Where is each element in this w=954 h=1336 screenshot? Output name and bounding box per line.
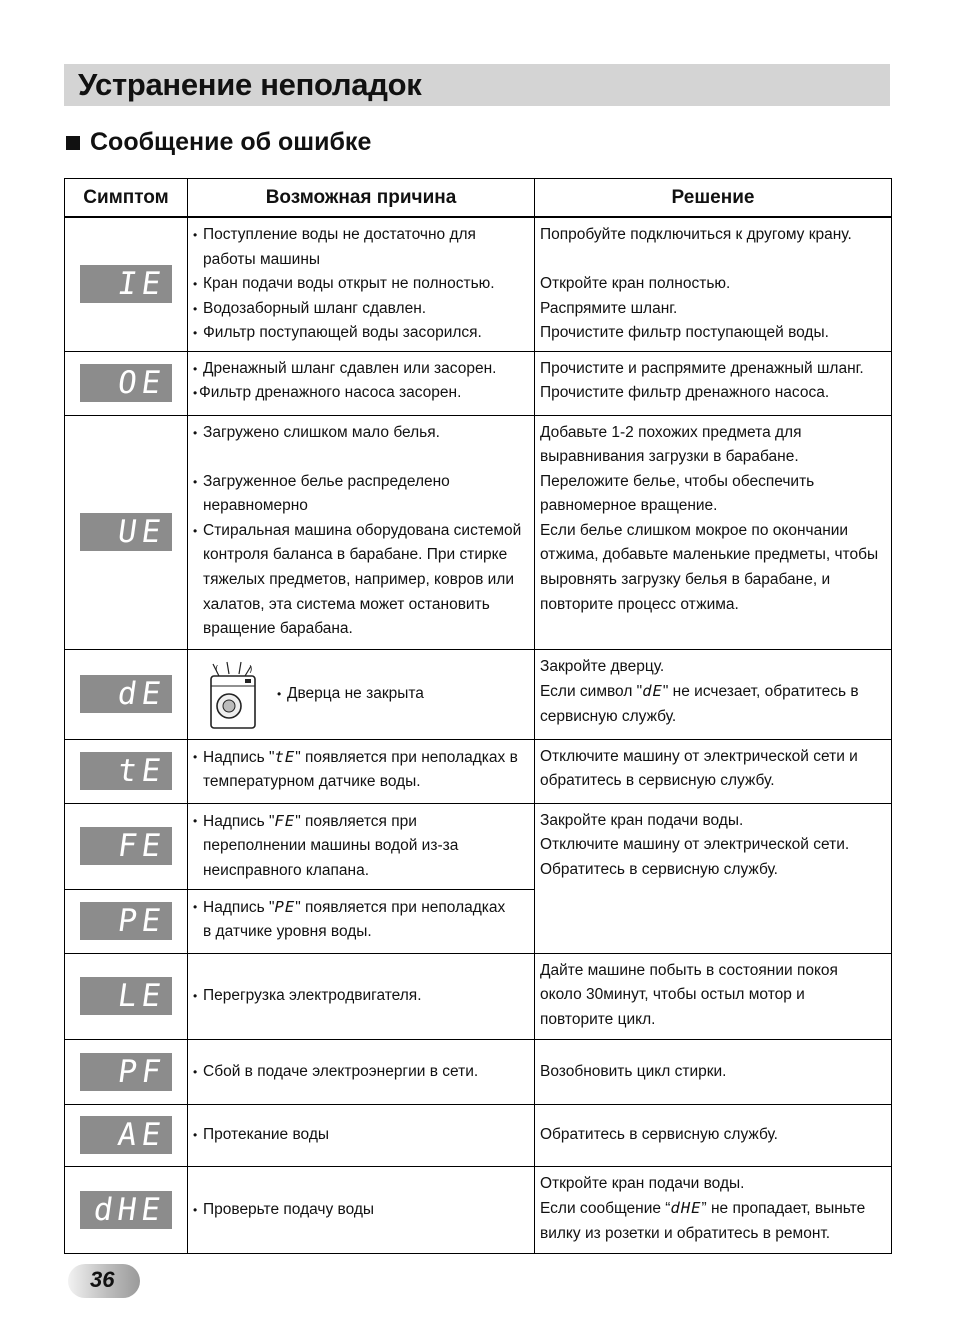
inline-error-code: dHE bbox=[670, 1199, 702, 1218]
cause-cell bbox=[188, 953, 535, 1039]
solution-cell bbox=[535, 803, 892, 953]
bullet-icon: • bbox=[193, 899, 198, 914]
cause-text: " появляется при неполадках в bbox=[295, 748, 518, 766]
cause-text: Стиральная машина оборудована системой bbox=[203, 521, 522, 539]
symptom-cell bbox=[65, 415, 188, 649]
cause-text: Проверьте подачу воды bbox=[203, 1200, 375, 1218]
lcd-display bbox=[80, 1191, 172, 1229]
cause-text: Загруженное белье распределено bbox=[203, 472, 450, 490]
solution-text: Если белье слишком мокрое по окончании bbox=[540, 521, 849, 539]
cause-cell bbox=[188, 1166, 535, 1253]
error-code: LE bbox=[115, 978, 168, 1014]
solution-text: сервисную службу. bbox=[540, 707, 677, 725]
list-item bbox=[193, 1123, 529, 1148]
error-code: dE bbox=[115, 676, 168, 712]
table-row bbox=[65, 953, 892, 1039]
solution-cell bbox=[535, 415, 892, 649]
symptom-cell bbox=[65, 889, 188, 953]
solution-text: Если сообщение “dHE” не пропадает, выньте bbox=[540, 1199, 866, 1218]
solution-text: Обратитесь в сервисную службу. bbox=[540, 860, 778, 878]
cause-text: Фильтр поступающей воды засорился. bbox=[203, 324, 482, 342]
list-item bbox=[193, 519, 529, 642]
list-item bbox=[193, 809, 529, 884]
solution-text: равномерное вращение. bbox=[540, 497, 718, 515]
list-item bbox=[193, 272, 529, 297]
cause-text: Фильтр дренажного насоса засорен. bbox=[199, 384, 462, 402]
bullet-icon: • bbox=[193, 989, 198, 1004]
cause-text: переполнении машины водой из-за bbox=[203, 837, 459, 855]
symptom-cell bbox=[65, 1166, 188, 1253]
solution-text: отжима, добавьте маленькие предметы, чтобы bbox=[540, 546, 879, 564]
cause-cell bbox=[188, 889, 535, 953]
bullet-icon: • bbox=[193, 749, 198, 764]
inline-error-code: FE bbox=[274, 811, 296, 830]
solution-cell bbox=[535, 1104, 892, 1166]
cause-text: Надпись " bbox=[203, 898, 275, 916]
cause-cell bbox=[188, 803, 535, 889]
solution-text: выровнять загрузку белья в барабане, и bbox=[540, 571, 831, 589]
list-item bbox=[193, 223, 529, 272]
table-row bbox=[65, 1039, 892, 1104]
cause-cell bbox=[188, 217, 535, 351]
cause-cell bbox=[188, 649, 535, 739]
table-row bbox=[65, 739, 892, 803]
error-code: FE bbox=[115, 828, 168, 864]
lcd-display bbox=[80, 977, 172, 1015]
title-bar bbox=[64, 64, 890, 106]
bullet-icon: • bbox=[193, 523, 198, 538]
solution-text: Обратитесь в сервисную службу. bbox=[540, 1126, 778, 1144]
solution-cell bbox=[535, 351, 892, 415]
solution-cell bbox=[535, 739, 892, 803]
list-item bbox=[193, 984, 529, 1009]
cause-text: Сбой в подаче электроэнергии в сети. bbox=[203, 1062, 479, 1080]
lcd-display bbox=[80, 1053, 172, 1091]
bullet-icon: • bbox=[193, 326, 198, 341]
table-row bbox=[65, 217, 892, 351]
inline-error-code: PE bbox=[274, 897, 296, 916]
error-code: OE bbox=[115, 365, 168, 401]
table-row bbox=[65, 415, 892, 649]
column-header-cause: Возможная причина bbox=[188, 179, 535, 218]
cause-text: Надпись " bbox=[203, 748, 275, 766]
list-item bbox=[193, 357, 529, 382]
bullet-icon: • bbox=[193, 386, 198, 401]
column-header-symptom: Симптом bbox=[65, 179, 188, 218]
cause-cell bbox=[188, 415, 535, 649]
page-number-badge bbox=[68, 1264, 140, 1298]
symptom-cell bbox=[65, 217, 188, 351]
bullet-icon: • bbox=[193, 1064, 198, 1079]
bullet-icon: • bbox=[193, 1202, 198, 1217]
solution-cell bbox=[535, 649, 892, 739]
list-item bbox=[193, 1198, 529, 1223]
symptom-cell bbox=[65, 739, 188, 803]
solution-cell bbox=[535, 1166, 892, 1253]
list-item bbox=[193, 381, 529, 406]
cause-text: неисправного клапана. bbox=[203, 861, 369, 879]
solution-text: Закройте дверцу. bbox=[540, 657, 665, 675]
lcd-display bbox=[80, 513, 172, 551]
error-code: AE bbox=[115, 1117, 168, 1153]
lcd-display bbox=[80, 265, 172, 303]
solution-text: Прочистите и распрямите дренажный шланг. bbox=[540, 359, 864, 377]
column-header-solution: Решение bbox=[535, 179, 892, 218]
cause-text: работы машины bbox=[203, 250, 321, 268]
cause-text: Кран подачи воды открыт не полностью. bbox=[203, 275, 495, 293]
cause-cell bbox=[188, 1039, 535, 1104]
symptom-cell bbox=[65, 351, 188, 415]
bullet-icon: • bbox=[193, 277, 198, 292]
bullet-icon: • bbox=[193, 301, 198, 316]
cause-text: Протекание воды bbox=[203, 1126, 329, 1144]
solution-text: Закройте кран подачи воды. bbox=[540, 811, 744, 829]
cause-text: Дверца не закрыта bbox=[287, 685, 424, 703]
bullet-icon: • bbox=[277, 687, 282, 702]
error-table bbox=[64, 178, 892, 1254]
solution-text: Дайте машине побыть в состоянии покоя bbox=[540, 961, 838, 979]
solution-text: повторите цикл. bbox=[540, 1010, 656, 1028]
solution-text: повторите процесс отжима. bbox=[540, 595, 739, 613]
table-row bbox=[65, 649, 892, 739]
table-row bbox=[65, 803, 892, 889]
list-item bbox=[193, 470, 529, 519]
symptom-cell bbox=[65, 953, 188, 1039]
solution-text: Если символ "dE" не исчезает, обратитесь в bbox=[540, 682, 859, 701]
solution-text: Прочистите фильтр поступающей воды. bbox=[540, 324, 829, 342]
page-title: Устранение неполадок bbox=[78, 67, 422, 102]
symptom-cell bbox=[65, 649, 188, 739]
section-title: Сообщение об ошибке bbox=[90, 128, 372, 156]
cause-text: неравномерно bbox=[203, 497, 308, 515]
error-code: PF bbox=[115, 1053, 168, 1090]
solution-cell bbox=[535, 217, 892, 351]
svg-text:(: ( bbox=[215, 664, 219, 675]
inline-error-code: dE bbox=[642, 682, 663, 701]
bullet-icon: • bbox=[193, 474, 198, 489]
solution-text: Отключите машину от электрической сети. bbox=[540, 836, 850, 854]
solution-text: Распрямите шланг. bbox=[540, 299, 678, 317]
cause-text: температурном датчике воды. bbox=[203, 773, 421, 791]
section-heading bbox=[66, 128, 371, 157]
svg-text:): ) bbox=[249, 664, 253, 675]
solution-text: Откройте кран полностью. bbox=[540, 275, 731, 293]
cause-text: тяжелых предметов, например, ковров или bbox=[203, 571, 515, 589]
table-row bbox=[65, 351, 892, 415]
bullet-icon: • bbox=[193, 1128, 198, 1143]
error-code: tE bbox=[115, 753, 168, 789]
solution-text: выравнивания загрузки в барабане. bbox=[540, 448, 799, 466]
cause-cell bbox=[188, 739, 535, 803]
solution-text: Отключите машину от электрической сети и bbox=[540, 747, 858, 765]
error-code: IE bbox=[115, 266, 168, 303]
cause-cell bbox=[188, 1104, 535, 1166]
solution-text: около 30минут, чтобы остыл мотор и bbox=[540, 986, 805, 1004]
cause-text: в датчике уровня воды. bbox=[203, 923, 372, 941]
lcd-display bbox=[80, 364, 172, 402]
solution-text: вилку из розетки и обратитесь в ремонт. bbox=[540, 1224, 831, 1242]
error-code: dHE bbox=[91, 1191, 168, 1228]
cause-text: " появляется при bbox=[295, 812, 417, 830]
error-code: PE bbox=[115, 903, 168, 939]
bullet-icon: • bbox=[193, 361, 198, 376]
error-code: UE bbox=[115, 514, 168, 550]
bullet-icon: • bbox=[193, 813, 198, 828]
inline-error-code: tE bbox=[274, 747, 296, 766]
cause-text: Дренажный шланг сдавлен или засорен. bbox=[203, 359, 497, 377]
list-item bbox=[193, 745, 529, 795]
cause-text: Перегрузка электродвигателя. bbox=[203, 987, 422, 1005]
symptom-cell bbox=[65, 1039, 188, 1104]
cause-text: Надпись " bbox=[203, 812, 275, 830]
lcd-display bbox=[80, 827, 172, 865]
list-item bbox=[193, 895, 529, 945]
list-item bbox=[193, 1060, 529, 1085]
lcd-display bbox=[80, 902, 172, 940]
square-bullet-icon bbox=[66, 136, 80, 150]
list-item bbox=[193, 421, 529, 446]
cause-cell bbox=[188, 351, 535, 415]
symptom-cell bbox=[65, 803, 188, 889]
cause-text: Поступление воды не достаточно для bbox=[203, 226, 476, 243]
cause-text: Водозаборный шланг сдавлен. bbox=[203, 299, 427, 317]
cause-text: Загружено слишком мало белья. bbox=[203, 423, 440, 441]
solution-text: Добавьте 1-2 похожих предмета для bbox=[540, 423, 802, 441]
lcd-display bbox=[80, 1116, 172, 1154]
bullet-icon: • bbox=[193, 425, 198, 440]
solution-text: Прочистите фильтр дренажного насоса. bbox=[540, 384, 830, 402]
solution-text: обратитесь в сервисную службу. bbox=[540, 772, 775, 790]
lcd-display bbox=[80, 752, 172, 790]
solution-cell bbox=[535, 1039, 892, 1104]
symptom-cell bbox=[65, 1104, 188, 1166]
solution-text: Переложите белье, чтобы обеспечить bbox=[540, 472, 815, 490]
cause-text: " появляется при неполадках bbox=[295, 898, 506, 916]
cause-text: вращение барабана. bbox=[203, 620, 353, 638]
table-header-row bbox=[65, 179, 892, 218]
bullet-icon: • bbox=[193, 228, 198, 242]
page-number: 36 bbox=[90, 1267, 115, 1292]
table-row bbox=[65, 1104, 892, 1166]
solution-cell bbox=[535, 953, 892, 1039]
table-row bbox=[65, 1166, 892, 1253]
cause-text: халатов, эта система может остановить bbox=[203, 595, 490, 613]
solution-text: Возобновить цикл стирки. bbox=[540, 1062, 727, 1080]
list-item bbox=[193, 297, 529, 322]
cause-text: контроля баланса в барабане. При стирке bbox=[203, 546, 508, 564]
list-item bbox=[193, 321, 529, 346]
solution-text: Откройте кран подачи воды. bbox=[540, 1174, 745, 1192]
solution-text: Попробуйте подключиться к другому крану. bbox=[540, 226, 852, 243]
lcd-display bbox=[80, 675, 172, 713]
washing-machine-door-icon bbox=[193, 658, 271, 732]
